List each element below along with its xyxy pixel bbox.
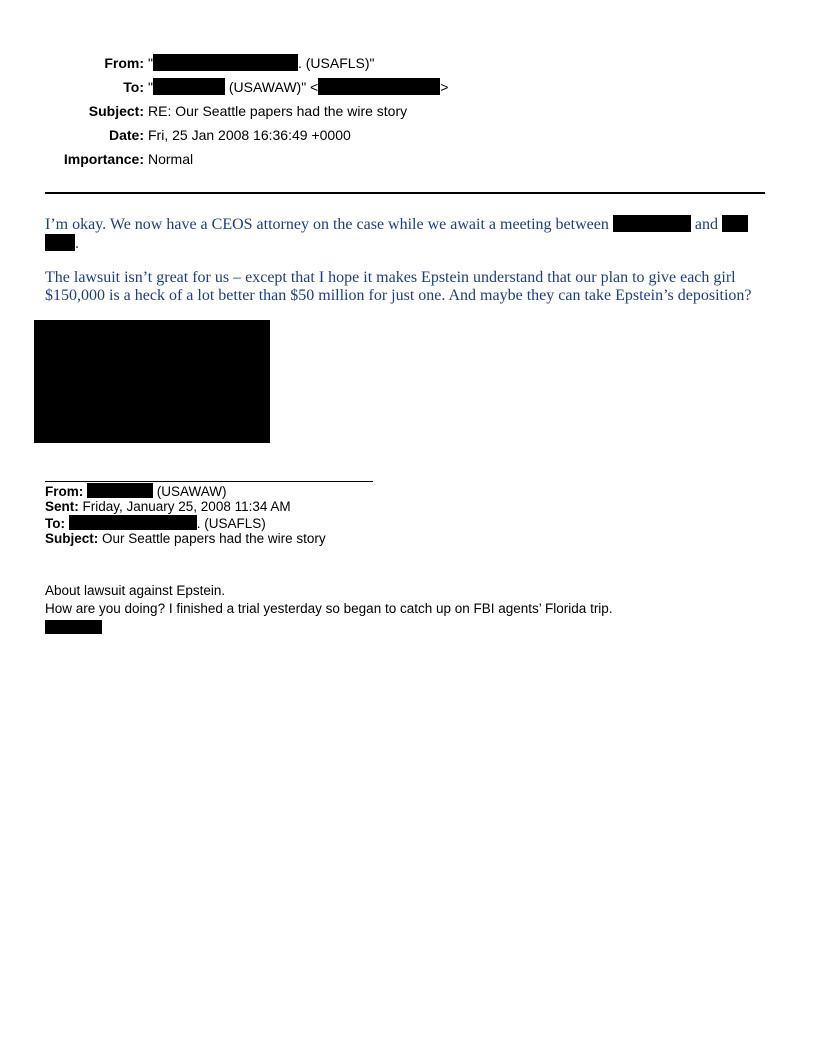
header-importance-row (0, 148, 816, 170)
reply-p1-end: . (75, 235, 79, 252)
orig-subject-row (45, 531, 326, 547)
subject-value: RE: Our Seattle papers had the wire story (148, 103, 408, 119)
redaction-box (722, 215, 748, 232)
orig-subject-label: Subject: (45, 531, 99, 546)
to-close: > (440, 79, 449, 95)
orig-to-label: To: (45, 516, 65, 531)
orig-sent-value: Friday, January 25, 2008 11:34 AM (78, 499, 291, 514)
orig-from-value: (USAWAW) (153, 484, 227, 499)
orig-subject-value: Our Seattle papers had the wire story (98, 531, 326, 546)
importance-label: Importance: (63, 151, 144, 167)
reply-paragraph-2: The lawsuit isn’t great for us – except that I hope it makes Epstein understand that our plan to give each girl $150,000 is a heck of a lot better than $50 million for just one. And maybe they can take Epstein’s deposition? (45, 269, 752, 304)
header-to-row (0, 76, 816, 98)
to-label: To: (123, 79, 144, 95)
importance-value: Normal (148, 151, 194, 167)
reply-p1-text: I’m okay. We now have a CEOS attorney on the case while we await a meeting between (45, 216, 613, 233)
orig-to-row (45, 515, 266, 532)
to-open-quote: " (148, 79, 153, 95)
from-value (148, 52, 375, 74)
orig-sent-row (45, 499, 291, 515)
subject-label: Subject: (88, 103, 144, 119)
header-date-row (0, 124, 816, 146)
date-value: Fri, 25 Jan 2008 16:36:49 +0000 (148, 127, 351, 143)
orig-sent-label: Sent: (45, 499, 79, 514)
orig-to-value: . (USAFLS) (196, 516, 266, 531)
to-value (148, 76, 448, 98)
to-mid: (USAWAW)" < (228, 79, 319, 95)
redacted-signature (45, 620, 102, 634)
reply-paragraph-1 (45, 215, 760, 253)
redaction-box (318, 78, 440, 95)
orig-body-line-2: How are you doing? I finished a trial yesterday so began to catch up on FBI agents’ Florida trip. (45, 601, 613, 616)
redacted-signature-block (34, 320, 270, 443)
redaction-box (613, 215, 691, 232)
redaction-box (69, 515, 197, 530)
orig-from-label: From: (45, 484, 84, 499)
from-suffix: . (USAFLS)" (297, 55, 375, 71)
redaction-box (153, 78, 225, 95)
orig-from-row (45, 483, 227, 500)
date-label: Date: (108, 127, 144, 143)
header-subject-row (0, 100, 816, 122)
reply-p1-and: and (690, 216, 722, 233)
redaction-box (87, 483, 153, 498)
from-open-quote: " (148, 55, 153, 71)
header-divider (45, 192, 765, 194)
from-label: From: (104, 55, 144, 71)
orig-body-line-1: About lawsuit against Epstein. (45, 583, 226, 598)
redaction-box (153, 54, 298, 71)
redaction-box (45, 234, 75, 251)
original-message-separator (45, 481, 373, 482)
header-from-row (0, 52, 816, 74)
